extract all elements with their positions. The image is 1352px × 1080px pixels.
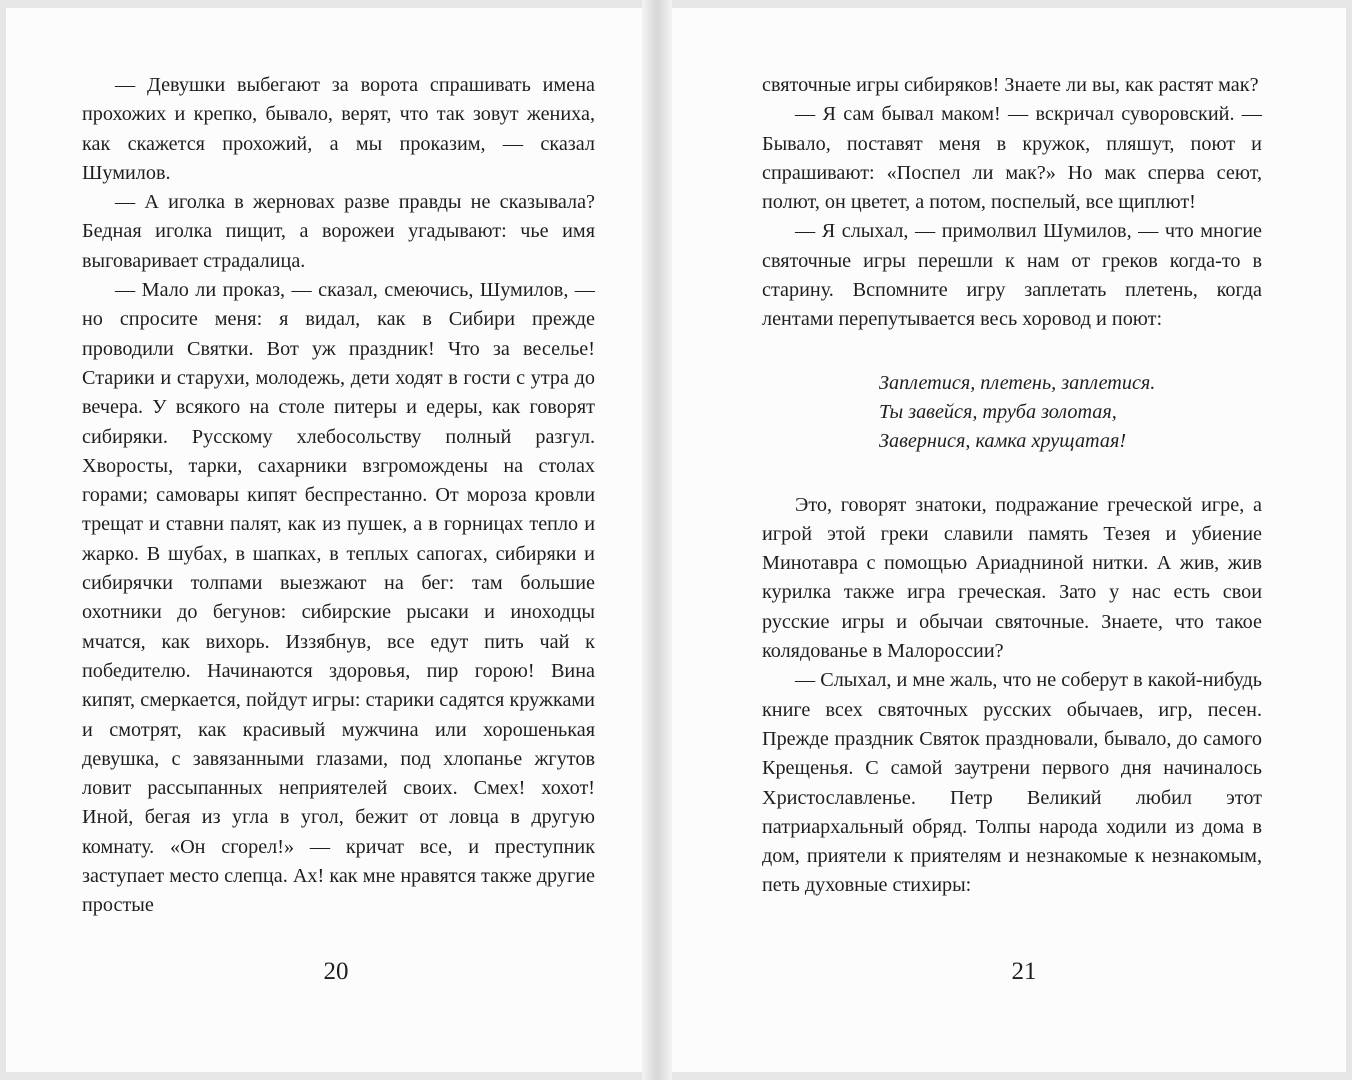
left-page — [6, 8, 642, 1072]
left-paragraph-1: — Девушки выбегают за ворота спрашивать имена прохожих и крепко, бывало, верят, что так зовут жениха, как скажется прохожий, а мы проказим, — сказал Шумилов. — [82, 74, 595, 184]
verse-block — [879, 369, 1262, 457]
page-number-right: 21 — [1011, 958, 1037, 985]
page-number-left: 20 — [323, 958, 349, 985]
right-page — [672, 8, 1346, 1072]
right-page-text — [762, 71, 1262, 901]
left-page-text — [82, 71, 595, 921]
verse-line-1: Заплетися, плетень, заплетися. — [879, 371, 1156, 394]
left-paragraph-3: — Мало ли проказ, — сказал, смеючись, Шумилов, — но спросите меня: я видал, как в Сибири прежде проводили Святки. Вот уж праздник! Что за веселье! Старики и старухи, молодежь, дети ходят в гости с утра до вечера. У всякого на столе питеры и едеры, как говорят сибиряки. Русскому хлебосольству полный разгул. Хворосты, тарки, сахарники взгромождены на столах горами; самовары кипят беспрестанно. От мороза кровли трещат и ставни палят, как из пушек, а в горницах тепло и жарко. В шубах, в шапках, в теплых сапогах, сибиряки и сибирячки толпами выезжают на бег: там большие охотники до бегунов: сибирские рысаки и иноходцы мчатся, как вихорь. Иззябнув, все едут пить чай к победителю. Начинаются здоровья, пир горою! Вина кипят, смеркается, пойдут игры: старики садятся кружками и смотрят, как красивый мужчина или хорошенькая девушка, с завязанными глазами, под хлопанье жгутов ловит рассыпанных неприятелей своих. Смех! хохот! Иной, бегая из угла в угол, бежит от ловца в другую комнату. «Он сгорел!» — кричат все, и преступник заступает место слепца. Ах! как мне нравятся также другие простые — [82, 279, 595, 917]
book-gutter — [642, 0, 672, 1080]
right-paragraph-1: святочные игры сибиряков! Знаете ли вы, как растят мак? — [762, 74, 1259, 96]
right-paragraph-4: Это, говорят знатоки, подражание греческой игре, а игрой этой греки славили память Тезея и убиение Минотавра с помощью Ариадниной нитки. А жив, жив курилка также игра греческая. Зато у нас есть свои русские игры и обычаи святочные. Знаете, что такое колядованье в Малороссии? — [762, 493, 1262, 663]
verse-line-2: Ты завейся, труба золотая, — [879, 400, 1117, 423]
right-paragraph-5: — Слыхал, и мне жаль, что не соберут в какой-нибудь книге всех святочных русских обычаев, игр, песен. Прежде праздник Святок праздновали, бывало, до самого Крещенья. С самой заутрени первого дня начиналось Христославленье. Петр Великий любил этот патриархальный обряд. Толпы народа ходили из дома в дом, приятели к приятелям и незнакомые к незнакомым, петь духовные стихиры: — [762, 669, 1262, 897]
right-paragraph-3: — Я слыхал, — примолвил Шумилов, — что многие святочные игры перешли к нам от греков когда-то в старину. Вспомните игру заплетать плетень, когда лентами перепутывается весь хоровод и поют: — [762, 220, 1262, 331]
verse-line-3: Завернися, камка хрущатая! — [879, 430, 1127, 453]
left-paragraph-2: — А иголка в жерновах разве правды не сказывала? Бедная иголка пищит, а ворожеи угадывают: чье имя выговаривает страдалица. — [82, 191, 595, 272]
right-paragraph-2: — Я сам бывал маком! — вскричал суворовский. — Бывало, поставят меня в кружок, пляшут, поют и спрашивают: «Поспел ли мак?» Но мак сперва сеют, полют, он цветет, а потом, поспелый, все щиплют! — [762, 103, 1262, 214]
